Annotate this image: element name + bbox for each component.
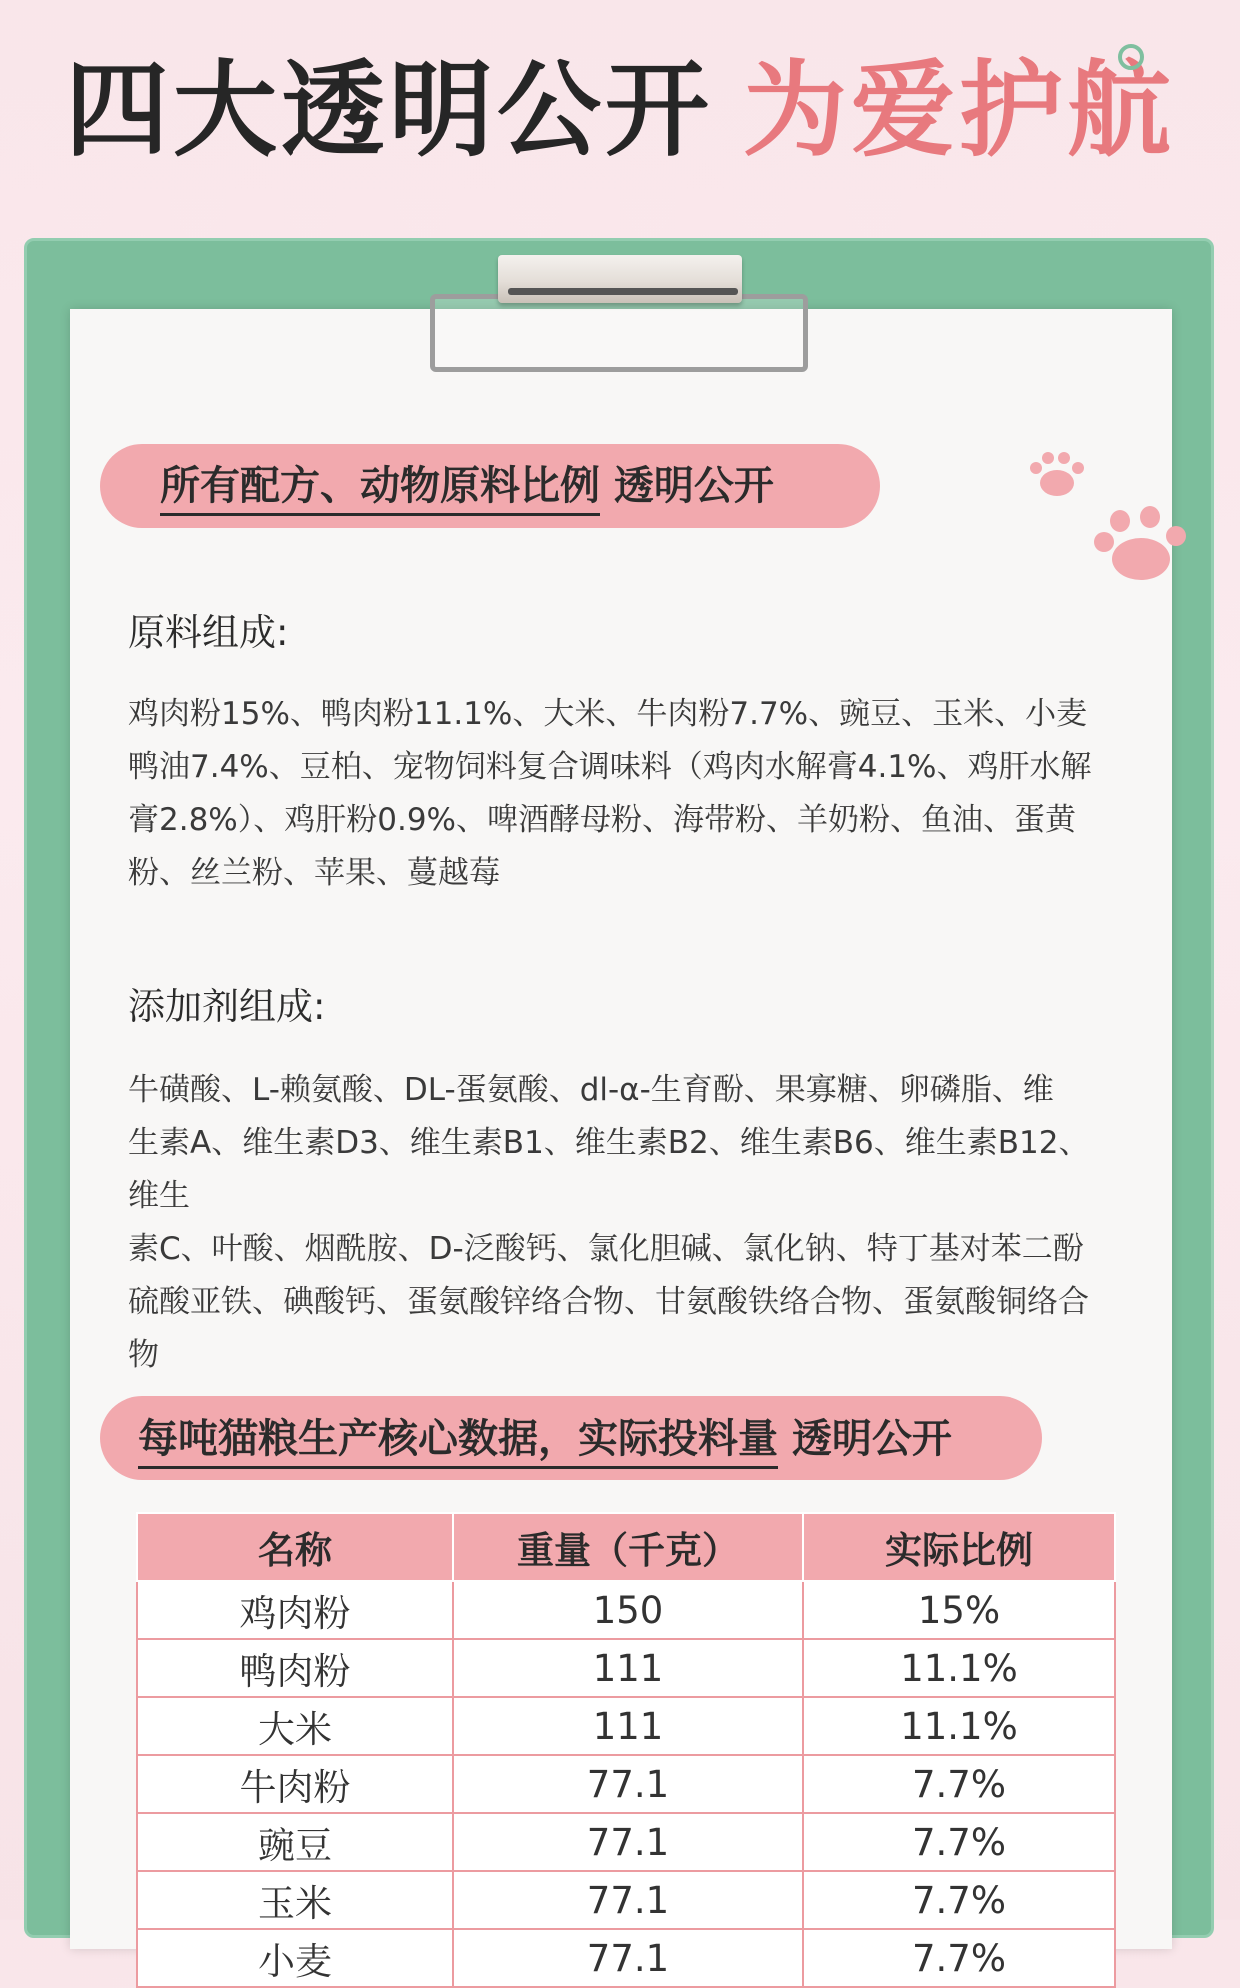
cell-name: 鸭肉粉 xyxy=(137,1639,453,1697)
cell-name: 玉米 xyxy=(137,1871,453,1929)
page-headline xyxy=(0,50,1240,170)
section1-title xyxy=(160,461,774,511)
cell-ratio: 7.7% xyxy=(803,1929,1115,1987)
cell-name: 牛肉粉 xyxy=(137,1755,453,1813)
headline-part2: 为爱护航 xyxy=(743,49,1176,171)
additives-line: 素C、叶酸、烟酰胺、D-泛酸钙、氯化胆碱、氯化钠、特丁基对苯二酚 xyxy=(128,1231,1084,1267)
paw-icon xyxy=(1026,448,1086,500)
cell-ratio: 11.1% xyxy=(803,1639,1115,1697)
headline-part1: 四大透明公开 xyxy=(64,49,713,171)
cell-ratio: 7.7% xyxy=(803,1871,1115,1929)
cell-ratio: 11.1% xyxy=(803,1697,1115,1755)
table-row xyxy=(137,1581,1115,1639)
table-header-ratio: 实际比例 xyxy=(803,1513,1115,1581)
table-row xyxy=(137,1755,1115,1813)
section2-title-underlined: 每吨猫粮生产核心数据，实际投料量 xyxy=(138,1416,778,1469)
cell-name: 小麦 xyxy=(137,1929,453,1987)
clip-ring xyxy=(430,294,808,372)
cell-weight: 111 xyxy=(453,1697,803,1755)
table-row xyxy=(137,1871,1115,1929)
additives-line: 硫酸亚铁、碘酸钙、蛋氨酸锌络合物、甘氨酸铁络合物、蛋氨酸铜络合 xyxy=(128,1284,1089,1320)
cell-ratio: 7.7% xyxy=(803,1813,1115,1871)
table-header-weight: 重量（千克） xyxy=(453,1513,803,1581)
section1-title-tail: 透明公开 xyxy=(600,463,774,509)
cell-weight: 77.1 xyxy=(453,1755,803,1813)
additives-line: 物 xyxy=(128,1337,159,1373)
cell-weight: 150 xyxy=(453,1581,803,1639)
clip-shadow-line xyxy=(508,288,738,295)
table-header-name: 名称 xyxy=(137,1513,453,1581)
cell-name: 鸡肉粉 xyxy=(137,1581,453,1639)
cell-name: 豌豆 xyxy=(137,1813,453,1871)
ingredients-line: 粉、丝兰粉、苹果、蔓越莓 xyxy=(128,855,500,891)
cell-ratio: 7.7% xyxy=(803,1755,1115,1813)
additives-text xyxy=(128,1064,1108,1382)
table-row xyxy=(137,1697,1115,1755)
ingredients-line: 膏2.8%）、鸡肝粉0.9%、啤酒酵母粉、海带粉、羊奶粉、鱼油、蛋黄 xyxy=(128,802,1077,838)
cell-name: 大米 xyxy=(137,1697,453,1755)
additives-line: 生素A、维生素D3、维生素B1、维生素B2、维生素B6、维生素B12、维生 xyxy=(128,1125,1090,1214)
cell-ratio: 15% xyxy=(803,1581,1115,1639)
additives-line: 牛磺酸、L-赖氨酸、DL-蛋氨酸、dl-α-生育酚、果寡糖、卵磷脂、维 xyxy=(128,1072,1054,1108)
table-row xyxy=(137,1639,1115,1697)
table-row xyxy=(137,1929,1115,1987)
cell-weight: 77.1 xyxy=(453,1813,803,1871)
ring-decoration-icon xyxy=(1118,44,1144,70)
ingredients-text xyxy=(128,688,1108,900)
cell-weight: 111 xyxy=(453,1639,803,1697)
table-header-row xyxy=(137,1513,1115,1581)
ingredients-label: 原料组成: xyxy=(128,611,289,654)
production-data-table xyxy=(136,1512,1116,1988)
ingredients-line: 鸭油7.4%、豆柏、宠物饲料复合调味料（鸡肉水解膏4.1%、鸡肝水解 xyxy=(128,749,1092,785)
ingredients-line: 鸡肉粉15%、鸭肉粉11.1%、大米、牛肉粉7.7%、豌豆、玉米、小麦 xyxy=(128,696,1088,732)
section2-title-tail: 透明公开 xyxy=(778,1416,952,1462)
cell-weight: 77.1 xyxy=(453,1871,803,1929)
section1-title-underlined: 所有配方、动物原料比例 xyxy=(160,463,600,516)
clip-icon xyxy=(498,255,742,303)
section2-title xyxy=(138,1414,952,1464)
paw-icon xyxy=(1094,504,1190,584)
table-row xyxy=(137,1813,1115,1871)
additives-label: 添加剂组成: xyxy=(128,985,326,1028)
cell-weight: 77.1 xyxy=(453,1929,803,1987)
